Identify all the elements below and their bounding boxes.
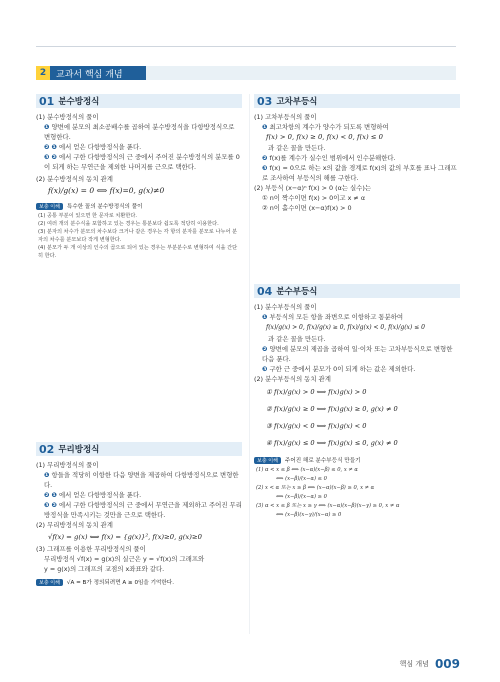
subheading: (2) 무리방정식의 동치 관계 (36, 521, 113, 529)
section-header (254, 284, 460, 298)
case-odd: ② n이 홀수이면 (x−α)f(x) > 0 (262, 204, 352, 212)
note-1: (1) 공통 부분이 있으면 한 문자로 치환한다. (38, 213, 138, 219)
step-marker: ❷ (44, 143, 50, 151)
section-header (36, 442, 242, 456)
example-1b: ⟺ (x−β)/(x−α) ≤ 0 (276, 476, 327, 482)
section-title: 분수부등식 (276, 287, 318, 297)
chapter-badge (36, 66, 146, 80)
step-ref: ❷ (51, 501, 57, 509)
step-text: 구한 근 중에서 분모가 0이 되게 하는 값은 제외한다. (269, 365, 416, 373)
subheading: (2) 분수방정식의 동치 관계 (36, 175, 113, 183)
note-4: (4) 분모가 두 개 이상의 인수의 곱으로 되어 있는 경우는 부분분수로 변형하여 식을 간단히 한다. (38, 245, 238, 259)
section-fractional-equation (36, 94, 242, 260)
section-title: 분수방정식 (58, 97, 100, 107)
relation-2: ② f(x)/g(x) ≥ 0 ⟺ f(x)g(x) ≥ 0, g(x) ≠ 0 (266, 405, 398, 413)
hint-tag: 보충 이해 (254, 457, 281, 464)
step-3 (254, 163, 460, 183)
step-ref: ❷ (51, 153, 57, 161)
step-marker: ❷ (262, 154, 268, 162)
footer-label: 핵심 개념 (399, 660, 429, 668)
hint-text: 주어진 해로 분수부등식 만들기 (284, 458, 361, 464)
subheading: (1) 분수방정식의 풀이 (36, 113, 99, 121)
note-2: (2) 여러 개의 분수식을 포함하고 있는 경우는 통분보다 쉽도록 적당히 이용한다. (38, 221, 219, 227)
step-marker: ❷ (44, 491, 50, 499)
step-marker: ❸ (262, 164, 268, 172)
hint-box (254, 456, 460, 464)
step-text-cont: 과 같은 꼴을 만든다. (268, 144, 326, 152)
section-number: 02 (39, 442, 55, 456)
step-2 (36, 142, 242, 152)
example-1: (1) α < x ≤ β ⟺ (x−α)(x−β) ≤ 0, x ≠ α (256, 467, 358, 473)
step-text: 에서 얻은 다항방정식을 푼다. (58, 143, 142, 151)
hint-box (36, 578, 242, 586)
step-ref: ❶ (51, 491, 57, 499)
subheading: (2) 분수부등식의 동치 관계 (254, 375, 331, 383)
step-1 (254, 122, 460, 132)
step-ref: ❶ (51, 143, 57, 151)
step-text: f(x)를 계수가 실수인 범위에서 인수분해한다. (269, 154, 396, 162)
step-marker: ❶ (44, 123, 50, 131)
section-irrational-equation (36, 442, 242, 588)
step-1 (36, 470, 242, 490)
step-text-cont: 과 같은 꼴을 만든다. (268, 335, 326, 343)
example-3b: ⟺ (x−β)(x−γ)/(x−α) ≥ 0 (276, 512, 342, 518)
step-2 (36, 490, 242, 500)
step-text: 에서 구한 다항방정식의 근 중에서 무연근을 제외하고 주어진 무리방정식을 만족시키는 것만을 근으로 택한다. (44, 501, 242, 519)
hint-text: √A = B가 정의되려면 A ≥ 0임을 기억한다. (66, 580, 174, 586)
page-number: 009 (434, 657, 460, 671)
equivalence-formula: √f(x) = g(x) ⟺ f(x) = {g(x)}², f(x)≥0, g(x)≥0 (48, 533, 202, 541)
section-number: 03 (257, 94, 273, 108)
section-title: 무리방정식 (58, 445, 100, 455)
subheading: (3) 그래프를 이용한 무리방정식의 풀이 (36, 545, 146, 553)
example-3: (3) α < x ≤ β 또는 x ≥ γ ⟺ (x−α)(x−β)(x−γ) ≥ 0, x ≠ α (256, 503, 400, 509)
example-2: (2) x < α 또는 x ≥ β ⟺ (x−α)(x−β) ≥ 0, x ≠ α (256, 485, 375, 491)
graph-text-2: y = g(x)의 그래프의 교점의 x좌표와 같다. (44, 565, 165, 573)
step-text: 최고차항의 계수가 양수가 되도록 변형하여 (269, 123, 389, 131)
equivalence-formula: f(x)/g(x) = 0 ⟺ f(x)=0, g(x)≠0 (48, 186, 165, 195)
section-higher-inequality (254, 94, 460, 213)
step-marker: ❷ (262, 345, 268, 353)
subheading: (1) 분수부등식의 풀이 (254, 303, 317, 311)
example-2b: ⟺ (x−β)/(x−α) ≥ 0 (276, 494, 327, 500)
left-column (36, 94, 242, 586)
section-title: 고차부등식 (276, 97, 318, 107)
step-marker: ❸ (44, 501, 50, 509)
step-text: f(x) = 0으로 하는 x의 값을 경계로 f(x)의 값의 부호를 표나 그래프로 조사하여 부등식의 해를 구한다. (262, 164, 457, 182)
step-2 (254, 153, 460, 163)
step-1 (254, 312, 460, 322)
step-marker: ❶ (262, 313, 268, 321)
step-2 (254, 344, 460, 364)
step-3 (36, 152, 242, 172)
graph-text-1: 무리방정식 √f(x) = g(x)의 실근은 y = √f(x)의 그래프와 (44, 555, 205, 563)
column-separator (249, 94, 250, 634)
chapter-title: 교과서 핵심 개념 (56, 69, 123, 80)
step-text: 양변에 분모의 최소공배수를 곱하여 분수방정식을 다항방정식으로 변형한다. (44, 123, 235, 141)
step-marker: ❸ (44, 153, 50, 161)
step-text: 부등식의 모든 항을 좌변으로 이항하고 통분하여 (269, 313, 404, 321)
subheading: (1) 무리방정식의 풀이 (36, 461, 99, 469)
section-number: 01 (39, 94, 55, 108)
step-marker: ❶ (44, 471, 50, 479)
step-marker: ❶ (262, 123, 268, 131)
case-even: ① n이 짝수이면 f(x) > 0이고 x ≠ α (262, 194, 366, 202)
page-footer (360, 656, 460, 672)
step-3 (254, 364, 460, 374)
chapter-number: 2 (36, 66, 50, 80)
relation-4: ④ f(x)/g(x) ≤ 0 ⟺ f(x)g(x) ≤ 0, g(x) ≠ 0 (266, 439, 398, 447)
step-3 (36, 500, 242, 520)
hint-box (36, 202, 242, 210)
section-header (254, 94, 460, 108)
right-column (254, 94, 460, 518)
form-list: f(x)/g(x) > 0, f(x)/g(x) ≥ 0, f(x)/g(x) < 0, f(x)/g(x) ≤ 0 (266, 324, 425, 331)
form-list: f(x) > 0, f(x) ≥ 0, f(x) < 0, f(x) ≤ 0 (266, 133, 383, 141)
note-3: (3) 분자의 차수가 분모의 차수보다 크거나 같은 경우는 각 항의 분자를 분모로 나누어 분자의 차수를 분모보다 작게 변형한다. (38, 229, 238, 243)
step-text: 에서 얻은 다항방정식을 푼다. (58, 491, 142, 499)
subheading: (2) 부등식 (x−α)ⁿ f(x) > 0 (α는 실수)는 (254, 184, 372, 192)
hint-tag: 보충 이해 (36, 203, 63, 210)
step-marker: ❸ (262, 365, 268, 373)
step-text: 양변에 분모의 제곱을 곱하여 일·이차 또는 고차부등식으로 변형한 다음 푼다. (262, 345, 453, 363)
top-band (0, 0, 500, 50)
section-header (36, 94, 242, 108)
hint-tag: 보충 이해 (36, 579, 63, 586)
subheading: (1) 고차부등식의 풀이 (254, 113, 317, 121)
step-1 (36, 122, 242, 142)
step-text: 항들을 적당히 이항한 다음 양변을 제곱하여 다항방정식으로 변형한다. (44, 471, 239, 489)
top-divider (36, 46, 456, 47)
step-text: 에서 구한 다항방정식의 근 중에서 주어진 분수방정식의 분모를 0이 되게 하는 무연근을 제외한 나머지를 근으로 택한다. (44, 153, 240, 171)
section-number: 04 (257, 284, 273, 298)
section-fractional-inequality (254, 284, 460, 520)
relation-3: ③ f(x)/g(x) < 0 ⟺ f(x)g(x) < 0 (266, 422, 367, 430)
hint-text: 특수한 꼴의 분수방정식의 풀이 (66, 204, 143, 210)
relation-1: ① f(x)/g(x) > 0 ⟺ f(x)g(x) > 0 (266, 388, 367, 396)
